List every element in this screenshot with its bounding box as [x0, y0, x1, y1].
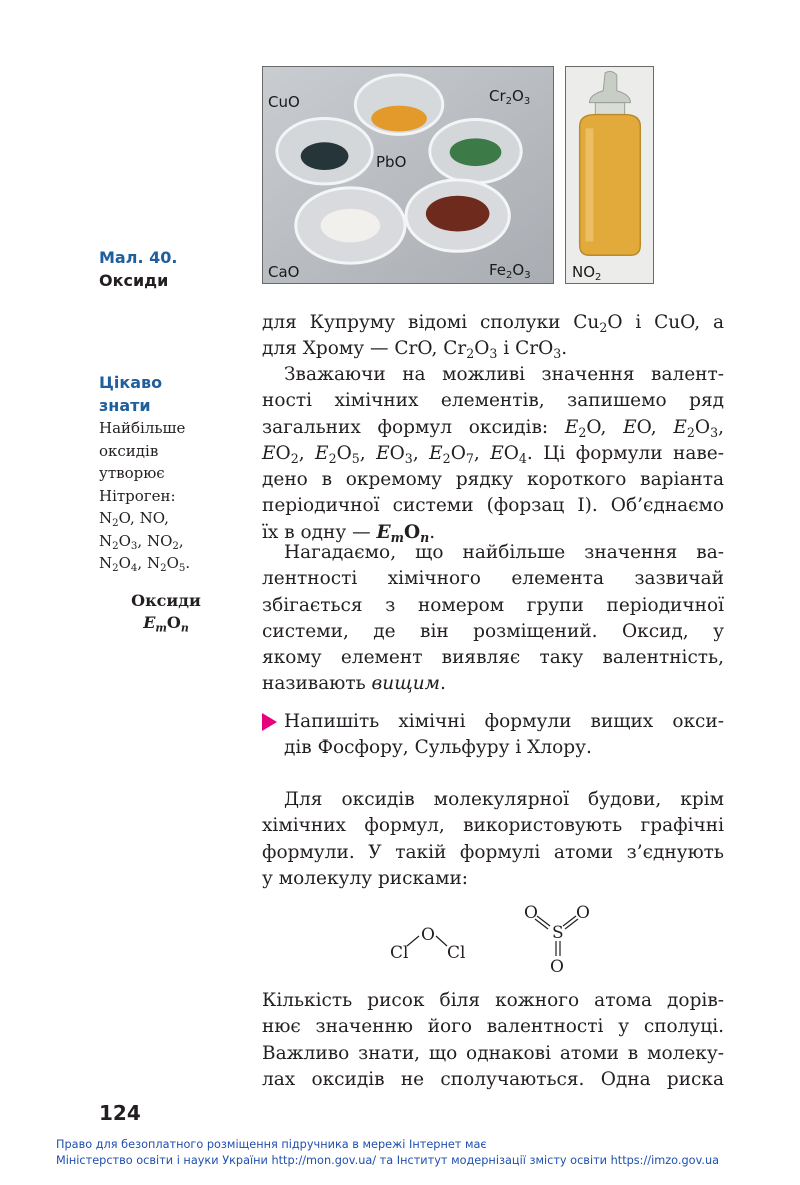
nitrogen-oxides-line-2: $N_2O_3$, $NO_2$, [99, 531, 184, 552]
footer-line: Міністерство освіти і науки України http://mon.gov.ua/ та Інститут модернізації змісту освіти https://imzo.gov.ua [56, 1153, 720, 1167]
text-line: дено в окремому рядку короткого варіанта [262, 469, 724, 491]
text-line: у молекулу рисками: [262, 867, 469, 889]
text-line: для Купруму відомі сполуки $Cu_2O$ і CuO, а [262, 312, 724, 335]
oxides-photo [262, 66, 554, 284]
text-line: загальних формул оксидів: $E_2O$, EO, $E_2O_3$, [262, 416, 724, 440]
general-formula: $E_mO_n$ [143, 613, 189, 635]
paragraph-graphic-formulas [262, 787, 724, 892]
text-line: хімічних формул, використовують графічні [262, 815, 724, 837]
did-you-know-line: Найбільше [99, 419, 186, 437]
text-line: лах оксидів не сполучаються. Одна риска [262, 1068, 724, 1090]
did-you-know-line: оксидів [99, 441, 159, 460]
task-line: Напишіть хімічні формули вищих окси- [284, 711, 724, 732]
text-line: для Хрому — CrO, $Cr_2O_3$ і CrO$_3$. [262, 338, 568, 362]
text-line: періодичної системи (форзац І). Об’єднаємо [262, 495, 724, 517]
fe2o3-label: $Fe_2O_3$ [489, 261, 531, 281]
o-top-right-atom: O [576, 903, 590, 923]
footer-line: Право для безоплатного розміщення підручника в мережі Інтернет має [56, 1138, 487, 1151]
text-line: лентності хімічного елемента зазвичай [262, 568, 724, 590]
cao-label: CaO [268, 263, 300, 281]
o-top-left-atom: O [524, 903, 538, 923]
text-line: Нагадаємо, що найбільше значення ва- [284, 542, 724, 563]
nitrogen-oxides-line-1: $N_2O$, NO, [99, 509, 169, 530]
did-you-know-title: Цікаво знати [99, 373, 163, 415]
text-line: збігається з номером групи періодичної [262, 594, 724, 616]
text-line: Зважаючи на можливі значення валент- [284, 364, 724, 385]
cr2o3-label: $Cr_2O_3$ [489, 87, 531, 107]
page-number: 124 [99, 1101, 141, 1125]
oxides-general-formula [99, 590, 233, 634]
copyright-footer [56, 1137, 719, 1168]
no2-label: $NO_2$ [572, 263, 602, 283]
text-line: називають вищим. [262, 673, 446, 695]
oxides-label: Оксиди [131, 591, 201, 610]
no2-jar-image [566, 67, 653, 283]
figure-number: Мал. 40. [99, 248, 178, 267]
text-line: Важливо знати, що однакові атоми в молеку- [262, 1042, 724, 1064]
paragraph-bond-count [262, 988, 724, 1093]
text-line: системи, де він розміщений. Оксид, у [262, 620, 724, 642]
paragraph-general-formulas [262, 362, 724, 546]
task-block [262, 709, 724, 762]
figure-title: Оксиди [99, 271, 169, 290]
text-line: $EO_2$, $E_2O_5$, $EO_3$, $E_2O_7$, $EO_4$. Ці формули наве- [262, 442, 725, 466]
did-you-know-line: утворює [99, 464, 165, 482]
structural-formulas [380, 896, 600, 980]
text-line: ності хімічних елементів, запишемо ряд [262, 390, 724, 412]
text-line: якому елемент виявляє таку валентність, [262, 647, 724, 669]
cl-right-atom: Cl [447, 943, 466, 963]
cuo-label: CuO [268, 93, 300, 111]
s-atom: S [552, 923, 564, 943]
text-line: нює значенню його валентності у сполуці. [262, 1016, 724, 1038]
task-line: дів Фосфору, Сульфуру і Хлору. [284, 737, 592, 759]
o-bottom-atom: O [550, 957, 564, 977]
pbo-label: PbO [376, 153, 407, 171]
nitrogen-oxides-line-3: $N_2O_4$, $N_2O_5$. [99, 554, 191, 575]
text-line: Для оксидів молекулярної будови, крім [284, 789, 724, 810]
did-you-know-box [99, 372, 219, 575]
text-line: Кількість рисок біля кожного атома дорів- [262, 990, 724, 1011]
cl-left-atom: Cl [390, 943, 409, 963]
structural-formulas-svg [380, 896, 600, 980]
text-line: формули. У такій формулі атоми з’єднують [262, 841, 724, 863]
figure-caption [99, 246, 177, 292]
paragraph-copper-chromium [262, 310, 724, 363]
did-you-know-line: Нітроген: [99, 486, 176, 505]
o-center-atom: O [421, 925, 435, 945]
no2-photo [565, 66, 654, 284]
paragraph-higher-oxides [262, 540, 724, 698]
text-line: їх в одну — $E_mO_n$. [262, 521, 436, 545]
